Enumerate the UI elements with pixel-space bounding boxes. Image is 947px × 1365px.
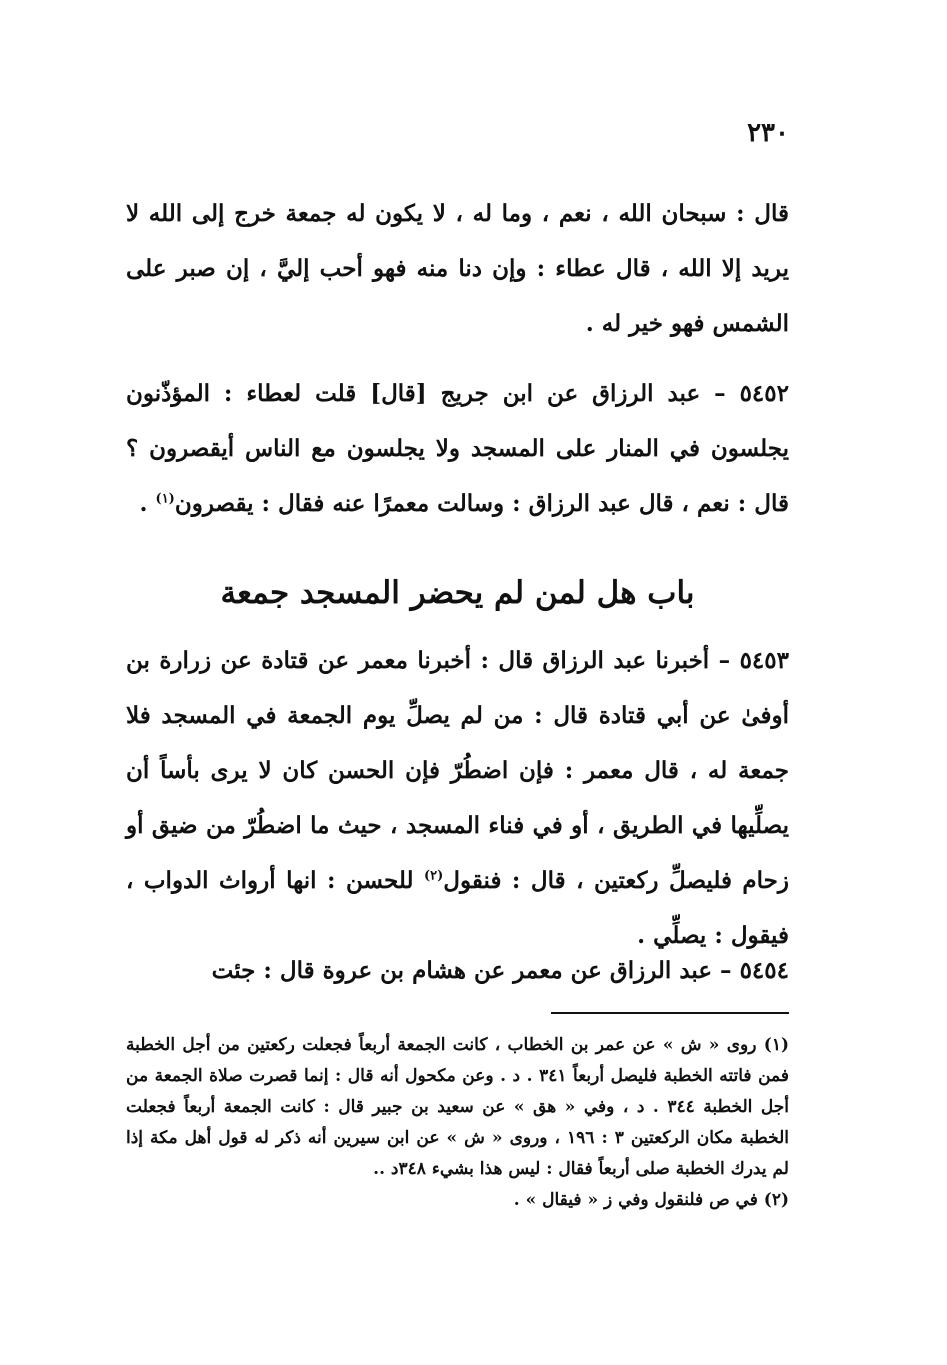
hadith-5452-text: ٥٤٥٢ – عبد الرزاق عن ابن جريج [قال] قلت لعطاء : المؤذّنون يجلسون في المنار على المسجد ولا يجلسون مع الناس أيقصرون ؟ قال : نعم ، قال عبد الرزاق : وسالت معمرًا عنه فقال : يقصرون — [126, 380, 789, 517]
hadith-5453-text-b: للحسن : انها أرواث الدواب ، فيقول : يصلِّي . — [126, 867, 789, 949]
footnote-divider — [551, 1012, 789, 1014]
page-number: ٢٣٠ — [747, 118, 789, 148]
hadith-5454-start: ٥٤٥٤ – عبد الرزاق عن معمر عن هشام بن عروة قال : جئت — [211, 957, 789, 984]
hadith-5452 — [126, 366, 789, 531]
footnotes — [126, 1030, 789, 1216]
hadith-5453-text-a: ٥٤٥٣ – أخبرنا عبد الرزاق قال : أخبرنا معمر عن قتادة عن زرارة بن أوفىٰ عن أبي قتادة قال : من لم يصلِّ يوم الجمعة في المسجد فلا جمعة له ، قال معمر : فإن اضطُرّ فإن الحسن كان لا يرى بأساً أن يصلِّيها في الطريق ، أو في فناء المسجد ، حيث ما اضطُرّ من ضيق أو زحام فليصلِّ ركعتين ، قال : فنقول — [126, 647, 789, 894]
chapter-title: باب هل لمن لم يحضر المسجد جمعة — [220, 575, 695, 611]
footnote-2: (٢) في ص فلنقول وفي ز « فيقال » . — [513, 1190, 789, 1210]
hadith-5453 — [126, 633, 789, 963]
footnote-1: (١) روى « ش » عن عمر بن الخطاب ، كانت الجمعة أربعاً فجعلت ركعتين من أجل الخطبة فمن فاتته الخطبة فليصل أربعاً ٣٤١ . د . وعن مكحول أنه قال : إنما قصرت صلاة الجمعة من أجل الخطبة ٣٤٤ . د ، وفي « هق » عن سعيد بن جبير قال : كانت الجمعة أربعاً فجعلت الخطبة مكان الركعتين ٣ : ١٩٦ ، وروى « ش » عن ابن سيرين أنه ذكر له قول أهل مكة إذا لم يدرك الخطبة صلى أربعاً فقال : ليس هذا بشيء ٣٤٨د .. — [126, 1035, 789, 1179]
hadith-5452-end: . — [139, 490, 156, 517]
footnote-ref-2: (٢) — [423, 868, 444, 884]
footnote-ref-1: (١) — [155, 491, 175, 507]
paragraph-continuation: قال : سبحان الله ، نعم ، وما له ، لا يكون له جمعة خرج إلى الله لا يريد إلا الله ، قال عطاء : وإن دنا منه فهو أحب إليَّ ، إن صبر على الشمس فهو خير له . — [126, 200, 789, 337]
